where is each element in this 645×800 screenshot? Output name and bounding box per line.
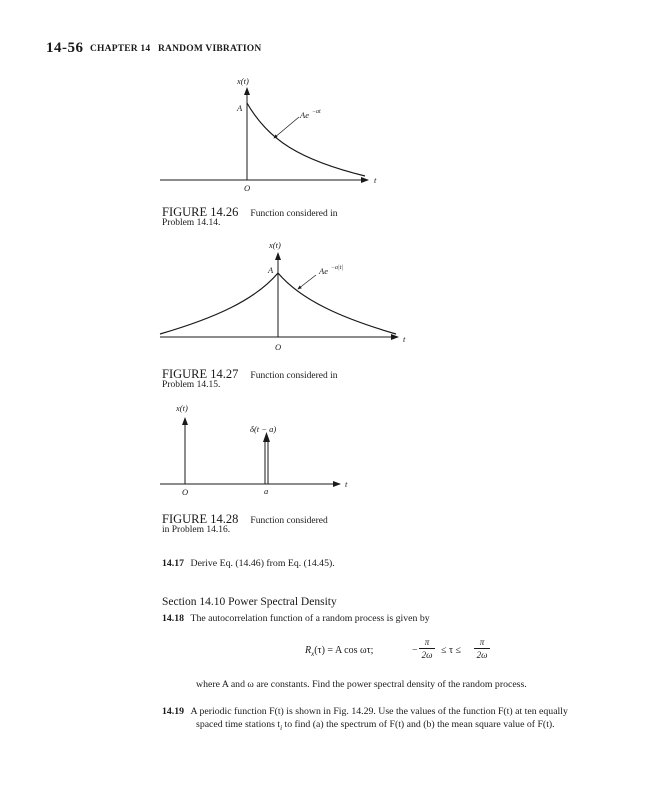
fig28-y-label: x(t) <box>176 403 188 413</box>
fig27-caption-line2: Problem 14.15. <box>162 380 221 390</box>
fig28-x-label: t <box>345 479 348 489</box>
problem-14-17-number: 14.17 <box>162 558 185 569</box>
fig27-x-label: t <box>403 334 406 344</box>
problem-14-19-subscript: i <box>280 723 283 732</box>
fig26-caption-text: Function considered in <box>250 209 338 219</box>
chapter-title: RANDOM VIBRATION <box>158 44 262 54</box>
fig27-right-curve <box>278 273 396 334</box>
eq-frac2-num: π <box>479 637 485 647</box>
fig27-caption-text: Function considered in <box>250 371 338 381</box>
eq-fraction-right <box>474 637 490 660</box>
problem-14-19 <box>162 706 568 717</box>
figure-14-26 <box>160 76 377 193</box>
autocorrelation-equation <box>305 645 373 658</box>
eq-frac2-den: 2ω <box>476 650 488 660</box>
fig26-x-label: t <box>374 175 377 185</box>
eq-lhs: R <box>305 645 312 656</box>
eq-minus-sign: − <box>412 645 418 656</box>
eq-fraction-left <box>419 637 435 660</box>
fig27-amp-label: A <box>268 265 274 275</box>
page-number: 14-56 <box>46 40 84 56</box>
fig26-origin-label: O <box>244 183 251 193</box>
fig26-curve-exponent: −at <box>312 109 321 115</box>
fig26-caption-line2: Problem 14.14. <box>162 218 221 228</box>
fig27-curve-label: Ae <box>319 266 328 276</box>
eq-subscript: x <box>311 650 315 658</box>
problem-14-18 <box>162 613 430 624</box>
problem-14-19-line2-rest: to find (a) the spectrum of F(t) and (b) the mean square value of F(t). <box>282 719 555 730</box>
eq-rhs: (τ) = A cos ωτ; <box>314 645 374 656</box>
fig27-leader-arrow <box>298 275 316 289</box>
fig28-origin-label: O <box>182 487 189 497</box>
section-heading: Section 14.10 Power Spectral Density <box>162 596 337 608</box>
problem-14-18-number: 14.18 <box>162 613 185 624</box>
fig28-a-label: a <box>264 486 269 496</box>
fig27-left-curve <box>160 273 278 334</box>
eq-frac1-num: π <box>424 637 430 647</box>
eq-inequality: ≤ τ ≤ <box>441 645 461 656</box>
fig26-caption-label: FIGURE 14.26 <box>162 205 239 219</box>
fig26-amp-label: A <box>237 103 243 113</box>
fig28-caption-text: Function considered <box>250 516 328 526</box>
eq-frac1-den: 2ω <box>421 650 433 660</box>
fig26-curve-label: Ae <box>300 110 309 120</box>
fig27-caption-label: FIGURE 14.27 <box>162 367 239 381</box>
problem-14-19-line2-start: spaced time stations t <box>196 719 281 730</box>
problem-14-19-line2 <box>196 719 555 732</box>
fig28-caption-line2: in Problem 14.16. <box>162 525 231 535</box>
fig26-leader-arrow <box>274 117 299 138</box>
problem-14-17-text: Derive Eq. (14.46) from Eq. (14.45). <box>190 558 335 569</box>
chapter-label: CHAPTER 14 <box>90 44 151 54</box>
fig26-y-label: x(t) <box>237 76 249 86</box>
problem-14-17 <box>162 558 335 569</box>
problem-14-18-followup: where A and ω are constants. Find the power spectral density of the random process. <box>196 679 527 690</box>
problem-14-18-text: The autocorrelation function of a random process is given by <box>190 613 430 624</box>
figure-14-28 <box>160 403 348 497</box>
fig27-y-label: x(t) <box>269 240 281 250</box>
fig27-origin-label: O <box>275 342 282 352</box>
fig28-caption-label: FIGURE 14.28 <box>162 512 239 526</box>
problem-14-19-number: 14.19 <box>162 706 185 717</box>
fig27-curve-exponent: −a|t| <box>331 265 344 271</box>
figure-14-27 <box>160 240 406 352</box>
fig28-impulse-label: δ(t − a) <box>250 424 277 434</box>
problem-14-19-line1: A periodic function F(t) is shown in Fig. 14.29. Use the values of the function F(t) at ten equally <box>190 706 568 717</box>
